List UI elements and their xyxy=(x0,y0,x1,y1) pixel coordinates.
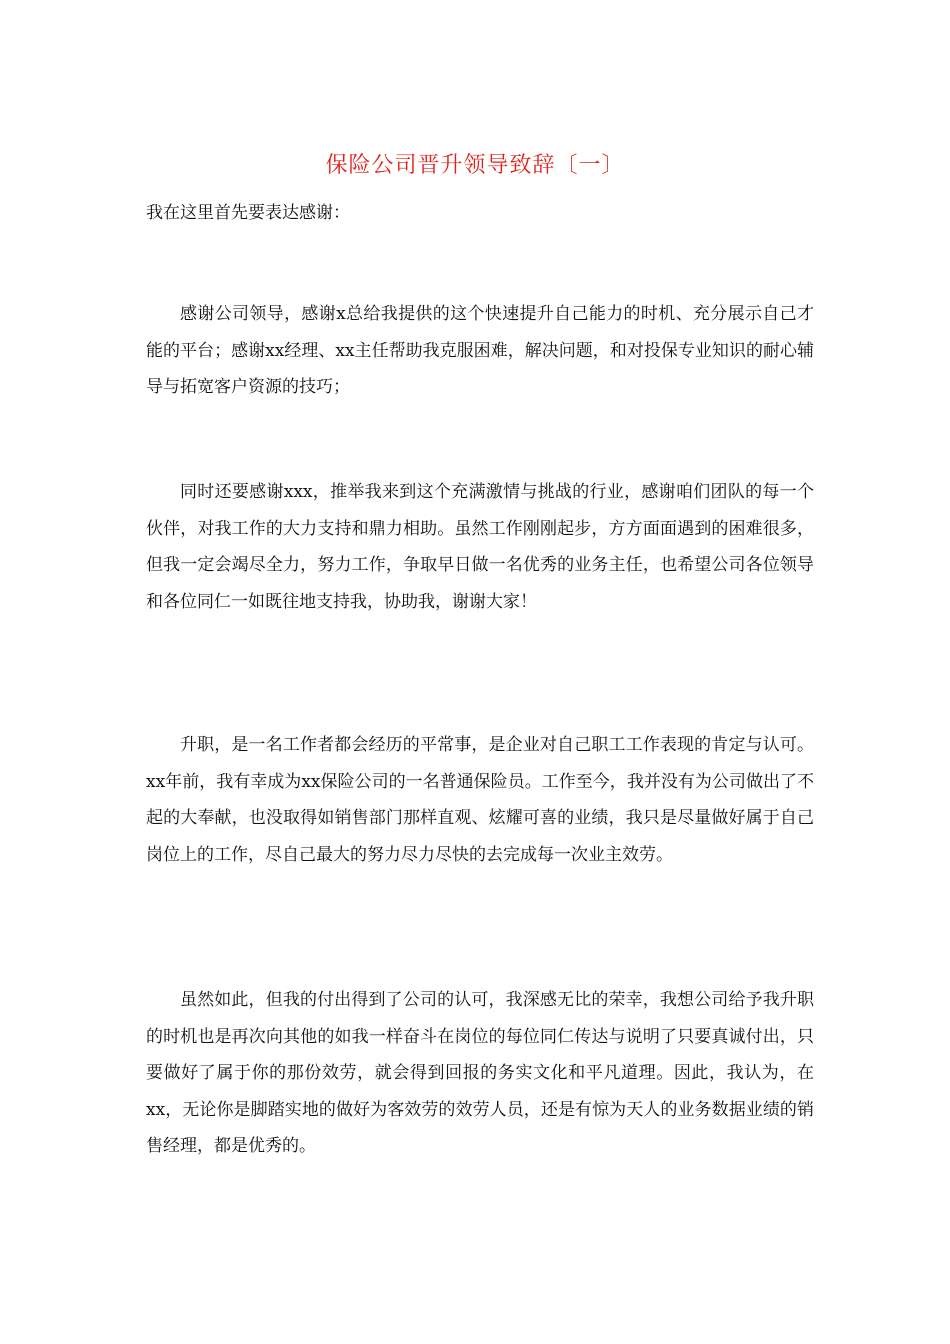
paragraph-4: 虽然如此，但我的付出得到了公司的认可，我深感无比的荣幸，我想公司给予我升职的时机也是再次向其他的如我一样奋斗在岗位的每位同仁传达与说明了只要真诚付出，只要做好了属于你的那份效劳，就会得到回报的务实文化和平凡道理。因此，我认为，在xx，无论你是脚踏实地的做好为客效劳的效劳人员，还是有惊为天人的业务数据业绩的销售经理，都是优秀的。 xyxy=(146,990,814,1156)
paragraph-3: 升职，是一名工作者都会经历的平常事，是企业对自己职工工作表现的肯定与认可。xx年前，我有幸成为xx保险公司的一名普通保险员。工作至今，我并没有为公司做出了不起的大奉献，也没取得如销售部门那样直观、炫耀可喜的业绩，我只是尽量做好属于自己岗位上的工作，尽自己最大的努力尽力尽快的去完成每一次业主效劳。 xyxy=(146,735,814,865)
document-title: 保险公司晋升领导致辞〔一〕 xyxy=(325,153,625,178)
paragraph-2: 同时还要感谢xxx，推举我来到这个充满激情与挑战的行业，感谢咱们团队的每一个伙伴，对我工作的大力支持和鼎力相助。虽然工作刚刚起步，方方面面遇到的困难很多，但我一定会竭尽全力，努力工作，争取早日做一名优秀的业务主任，也希望公司各位领导和各位同仁一如既往地支持我，协助我，谢谢大家！ xyxy=(146,482,814,612)
intro-line: 我在这里首先要表达感谢： xyxy=(146,203,350,223)
paragraph-1: 感谢公司领导，感谢x总给我提供的这个快速提升自己能力的时机、充分展示自己才能的平台；感谢xx经理、xx主任帮助我克服困难，解决问题，和对投保专业知识的耐心辅导与拓宽客户资源的技巧； xyxy=(146,304,814,397)
